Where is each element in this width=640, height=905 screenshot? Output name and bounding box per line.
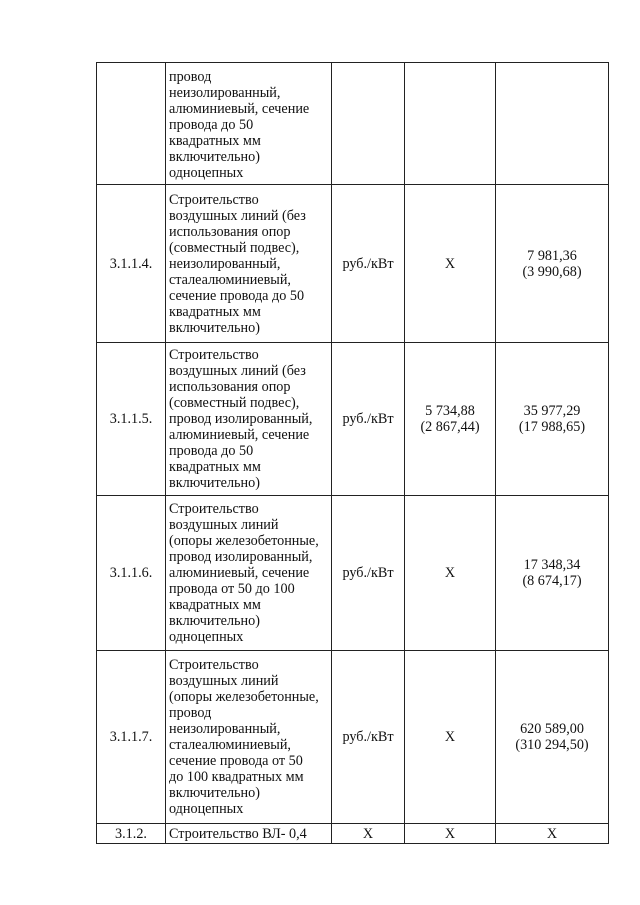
row-value-1-text: 5 734,88 (2 867,44) — [420, 403, 480, 435]
table-row — [97, 824, 609, 844]
row-value-2 — [496, 496, 609, 651]
row-value-1: X — [405, 651, 496, 824]
row-number: 3.1.1.4. — [97, 185, 166, 343]
row-value-2 — [496, 185, 609, 343]
row-value-1: X — [405, 824, 496, 844]
row-description: Строительство воздушных линий (без использования опор (совместный подвес), неизолированный, сталеалюминиевый, сечение провода до 50 квадратных мм включительно) — [166, 185, 332, 343]
row-value-1: X — [405, 185, 496, 343]
row-description: Строительство воздушных линий (без использования опор (совместный подвес), провод изолированный, алюминиевый, сечение провода до 50 квадратных мм включительно) — [166, 343, 332, 496]
row-number: 3.1.1.7. — [97, 651, 166, 824]
row-value-2: X — [496, 824, 609, 844]
row-value-2-text: 17 348,34 (8 674,17) — [522, 557, 582, 589]
row-value-2-text: 35 977,29 (17 988,65) — [518, 403, 586, 435]
row-description: Строительство воздушных линий (опоры железобетонные, провод изолированный, алюминиевый, сечение провода от 50 до 100 квадратных мм включительно) одноцепных — [166, 496, 332, 651]
row-unit — [332, 63, 405, 185]
row-number: 3.1.1.6. — [97, 496, 166, 651]
row-number: 3.1.2. — [97, 824, 166, 844]
row-value-2-text: 620 589,00 (310 294,50) — [515, 721, 589, 753]
row-unit: X — [332, 824, 405, 844]
table-row — [97, 185, 609, 343]
row-number: 3.1.1.5. — [97, 343, 166, 496]
row-value-1 — [405, 343, 496, 496]
table-row — [97, 496, 609, 651]
row-description: провод неизолированный, алюминиевый, сечение провода до 50 квадратных мм включительно) одноцепных — [166, 63, 332, 185]
row-value-2 — [496, 343, 609, 496]
row-unit: руб./кВт — [332, 185, 405, 343]
row-value-2 — [496, 63, 609, 185]
row-value-1: X — [405, 496, 496, 651]
table-row — [97, 651, 609, 824]
row-value-1 — [405, 63, 496, 185]
row-value-2 — [496, 651, 609, 824]
table-row — [97, 63, 609, 185]
row-unit: руб./кВт — [332, 343, 405, 496]
tariff-table — [96, 62, 609, 844]
row-unit: руб./кВт — [332, 496, 405, 651]
row-unit: руб./кВт — [332, 651, 405, 824]
row-description: Строительство ВЛ- 0,4 — [166, 824, 332, 844]
row-description: Строительство воздушных линий (опоры железобетонные, провод неизолированный, сталеалюминиевый, сечение провода от 50 до 100 квадратных мм включительно) одноцепных — [166, 651, 332, 824]
table-row — [97, 343, 609, 496]
row-value-2-text: 7 981,36 (3 990,68) — [522, 247, 582, 280]
row-number — [97, 63, 166, 185]
